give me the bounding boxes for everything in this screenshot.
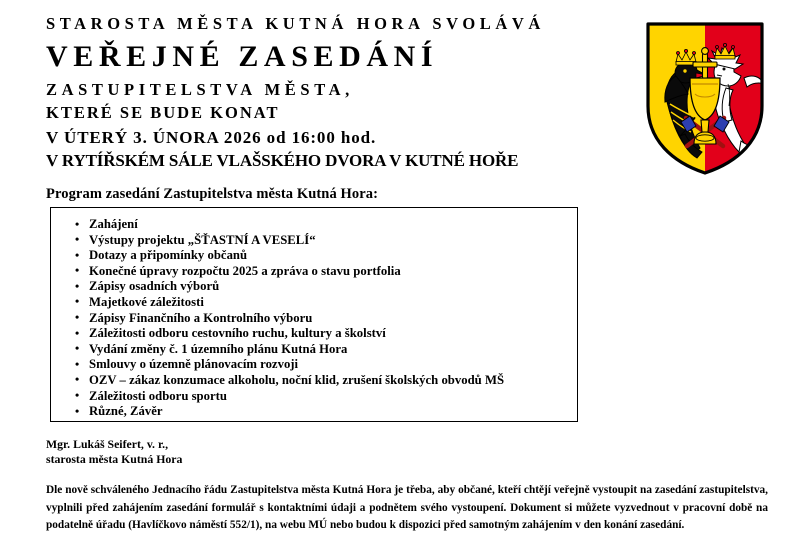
heading-line-3: ZASTUPITELSTVA MĚSTA,	[46, 79, 354, 99]
list-item: • Konečné úpravy rozpočtu 2025 a zpráva o stavu portfolia	[51, 264, 577, 280]
heading-line-6: V RYTÍŘSKÉM SÁLE VLAŠSKÉHO DVORA V KUTNÉ HOŘE	[46, 150, 519, 170]
signature-block	[46, 437, 182, 466]
list-item: • Dotazy a připomínky občanů	[51, 248, 577, 264]
program-list	[51, 208, 577, 420]
heading-line-2: VEŘEJNÉ ZASEDÁNÍ	[46, 39, 439, 73]
list-item: • Různé, Závěr	[51, 404, 577, 420]
list-item: • Zahájení	[51, 217, 577, 233]
signature-name: Mgr. Lukáš Seifert, v. r.,	[46, 437, 169, 451]
list-item: • Zápisy osadních výborů	[51, 279, 577, 295]
signature-title: starosta města Kutná Hora	[46, 451, 183, 466]
program-box	[50, 207, 578, 422]
heading-line-4: KTERÉ SE BUDE KONAT	[46, 103, 280, 122]
heading-block	[46, 16, 646, 179]
heading-line-1: STAROSTA MĚSTA KUTNÁ HORA SVOLÁVÁ	[46, 14, 545, 33]
program-label: Program zasedání Zastupitelstva města Kutná Hora:	[46, 186, 379, 202]
coat-of-arms-icon	[640, 18, 770, 178]
list-item: • Záležitosti odboru sportu	[51, 389, 577, 405]
heading-line-5: V ÚTERÝ 3. ÚNORA 2026 od 16:00 hod.	[46, 127, 377, 147]
list-item: • Výstupy projektu „ŠŤASTNÍ A VESELÍ“	[51, 233, 577, 249]
footnote-paragraph: Dle nově schváleného Jednacího řádu Zastupitelstva města Kutná Hora je třeba, aby občané, kteří chtějí veřejně vystoupit na zasedání zastupitelstva, vyplnili před zahájením zasedání formulář s kontaktními údaji a podnětem svého vystoupení. Dokument si můžete vyzvednout v pracovní době na podatelně úřadu (Havlíčkovo náměstí 552/1), na webu MÚ nebo budou k dispozici před samotným zahájením v den konání zasedání.	[46, 484, 768, 532]
list-item: • Vydání změny č. 1 územního plánu Kutná Hora	[51, 342, 577, 358]
list-item: • Smlouvy o územně plánovacím rozvoji	[51, 357, 577, 373]
list-item: • Záležitosti odboru cestovního ruchu, kultury a školství	[51, 326, 577, 342]
list-item: • OZV – zákaz konzumace alkoholu, noční klid, zrušení školských obvodů MŠ	[51, 373, 577, 389]
list-item: • Majetkové záležitosti	[51, 295, 577, 311]
list-item: • Zápisy Finančního a Kontrolního výboru	[51, 311, 577, 327]
